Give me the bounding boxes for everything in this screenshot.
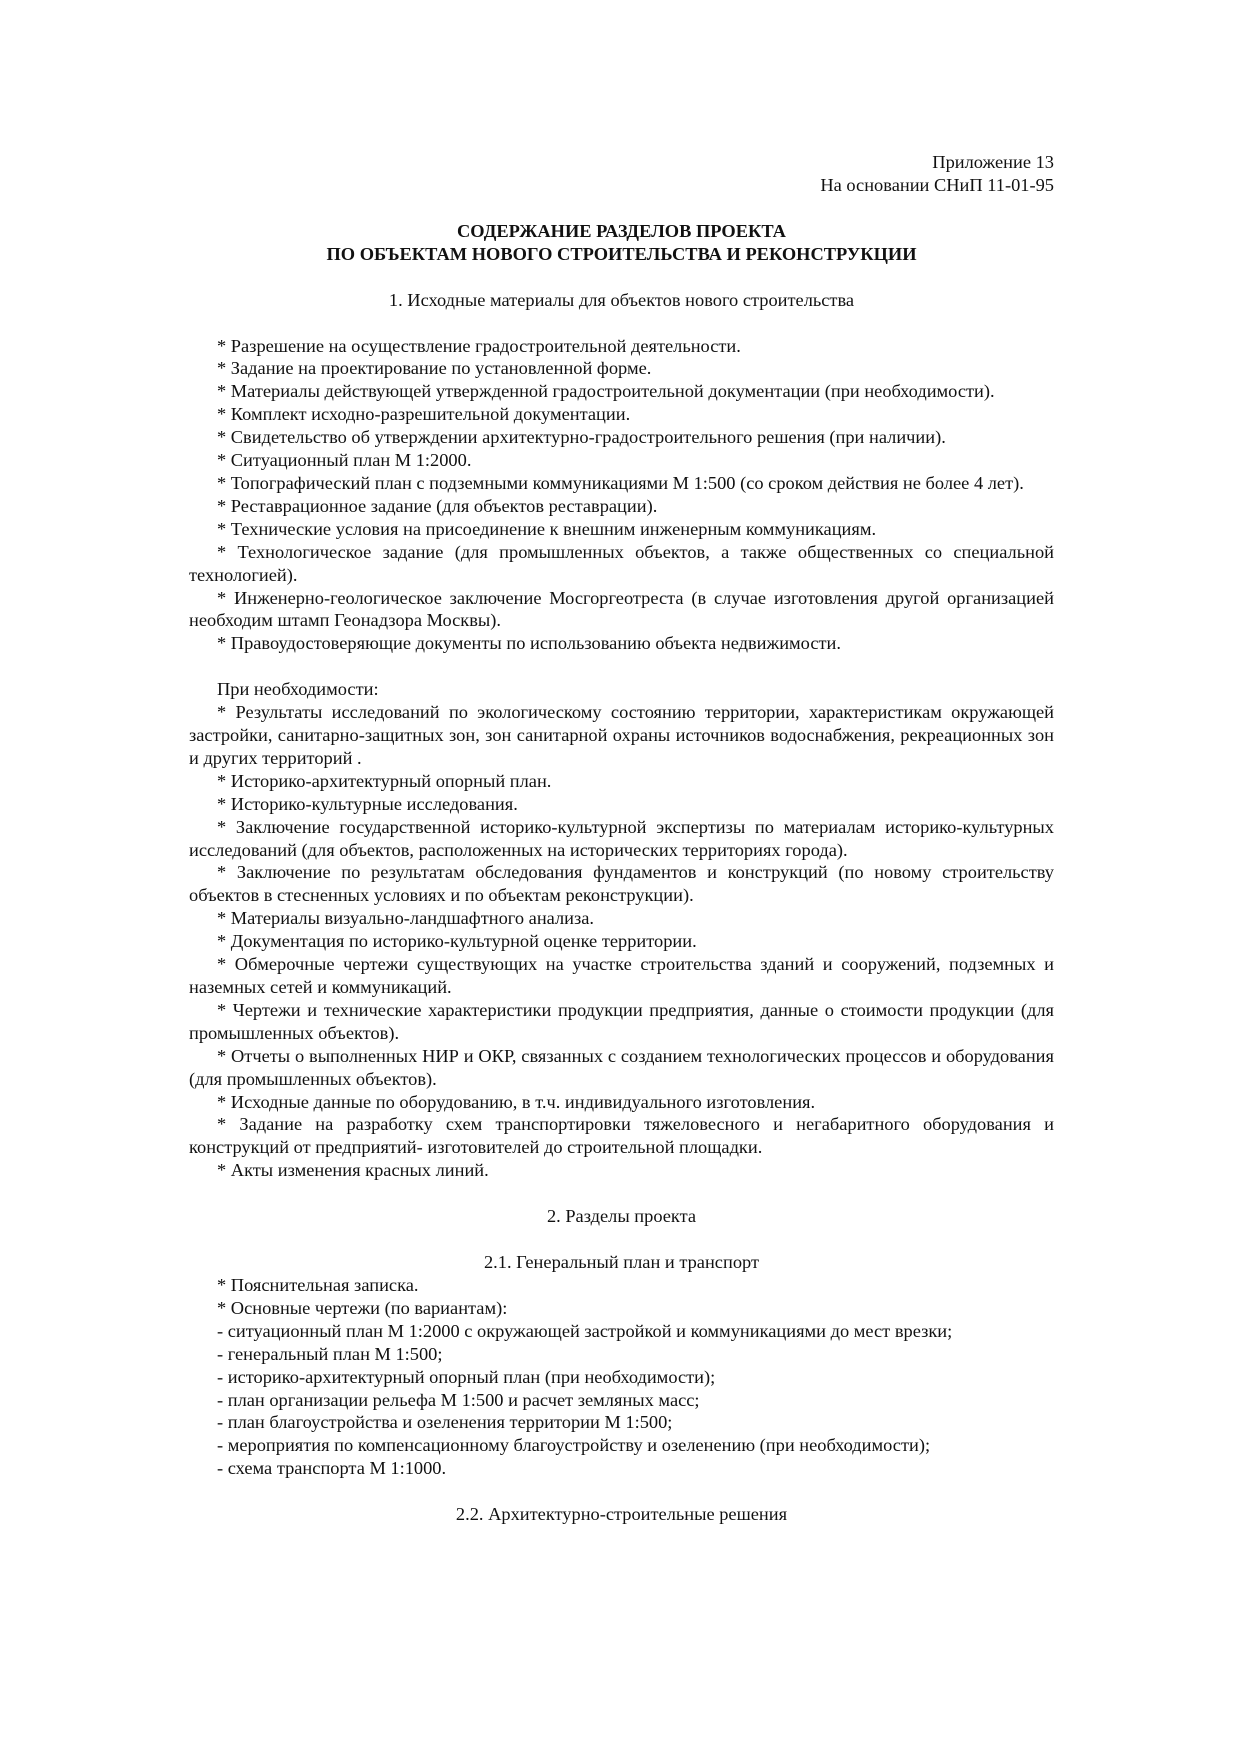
if-needed-list [189,701,1054,1182]
list-item: * Разрешение на осуществление градостроительной деятельности. [217,335,741,356]
section-2-2-heading: 2.2. Архитектурно-строительные решения [455,1504,788,1525]
list-item: * Реставрационное задание (для объектов реставрации). [217,495,658,516]
list-item: * Основные чертежи (по вариантам): [217,1297,508,1318]
list-item: * Отчеты о выполненных НИР и ОКР, связанных с созданием технологических процессов и оборудования (для промышленных объектов). [189,1045,1054,1089]
spacer [189,655,1054,678]
list-item: * Материалы визуально-ландшафтного анализа. [217,908,595,929]
appendix-header [189,151,1054,197]
document-body [189,151,1054,1526]
list-item: * Акты изменения красных линий. [217,1160,489,1181]
list-item: - генеральный план М 1:500; [217,1343,443,1364]
list-item: * Обмерочные чертежи существующих на участке строительства зданий и сооружений, подземных и наземных сетей и коммуникаций. [189,954,1054,997]
list-item: - историко-архитектурный опорный план (при необходимости); [217,1366,716,1387]
title-line-1: СОДЕРЖАНИЕ РАЗДЕЛОВ ПРОЕКТА [457,220,786,241]
list-item: * Материалы действующей утвержденной градостроительной документации (при необходимости). [217,381,995,402]
list-item: * Задание на проектирование по установленной форме. [217,358,652,379]
list-item: * Результаты исследований по экологическому состоянию территории, характеристикам окружающей застройки, санитарно-защитных зон, зон санитарной охраны источников водоснабжения, рекреационных зон и других территорий . [189,702,1054,768]
list-item: * Документация по историко-культурной оценке территории. [217,931,697,952]
list-item: * Задание на разработку схем транспортировки тяжеловесного и негабаритного оборудования и конструкций от предприятий- изготовителей до строительной площадки. [189,1114,1054,1158]
section-2-heading: 2. Разделы проекта [546,1206,697,1227]
list-item: - план организации рельефа М 1:500 и расчет земляных масс; [217,1389,700,1410]
list-item: * Ситуационный план М 1:2000. [217,450,472,471]
section-2-1-list [189,1274,1054,1480]
list-item: * Правоудостоверяющие документы по использованию объекта недвижимости. [217,633,841,654]
list-item: - схема транспорта М 1:1000. [217,1458,447,1479]
list-item: * Инженерно-геологическое заключение Мосгоргеотреста (в случае изготовления другой организацией необходим штамп Геонадзора Москвы). [189,587,1054,631]
list-item: * Историко-культурные исследования. [217,793,518,814]
appendix-number: Приложение 13 [932,152,1054,172]
section-1-list [189,335,1054,656]
document-title [189,220,1054,266]
appendix-basis: На основании СНиП 11-01-95 [820,174,1054,195]
list-item: - план благоустройства и озеленения территории М 1:500; [217,1412,673,1433]
list-item: * Исходные данные по оборудованию, в т.ч. индивидуального изготовления. [217,1091,816,1112]
list-item: - ситуационный план М 1:2000 с окружающей застройкой и коммуникациями до мест врезки; [217,1320,953,1341]
list-item: - мероприятия по компенсационному благоустройству и озеленению (при необходимости); [217,1435,931,1456]
list-item: * Технические условия на присоединение к внешним инженерным коммуникациям. [217,518,877,539]
list-item: * Заключение государственной историко-культурной экспертизы по материалам историко-культурных исследований (для объектов, расположенных на исторических территориях города). [189,816,1054,860]
section-2-1-heading: 2.1. Генеральный план и транспорт [483,1252,759,1273]
list-item: * Пояснительная записка. [217,1274,419,1295]
list-item: * Топографический план с подземными коммуникациями М 1:500 (со сроком действия не более 4 лет). [217,472,1024,493]
list-item: * Чертежи и технические характеристики продукции предприятия, данные о стоимости продукции (для промышленных объектов). [189,999,1054,1043]
list-item: * Историко-архитектурный опорный план. [217,770,552,791]
title-line-2: ПО ОБЪЕКТАМ НОВОГО СТРОИТЕЛЬСТВА И РЕКОНСТРУКЦИИ [326,243,917,264]
list-item: * Свидетельство об утверждении архитектурно-градостроительного решения (при наличии). [217,427,946,448]
if-needed-label: При необходимости: [217,679,379,700]
list-item: * Технологическое задание (для промышленных объектов, а также общественных со специальной технологией). [189,541,1054,585]
list-item: * Комплект исходно-разрешительной документации. [217,404,631,425]
section-1-heading: 1. Исходные материалы для объектов нового строительства [388,289,855,310]
list-item: * Заключение по результатам обследования фундаментов и конструкций (по новому строительству объектов в стесненных условиях и по объектам реконструкции). [189,862,1054,906]
